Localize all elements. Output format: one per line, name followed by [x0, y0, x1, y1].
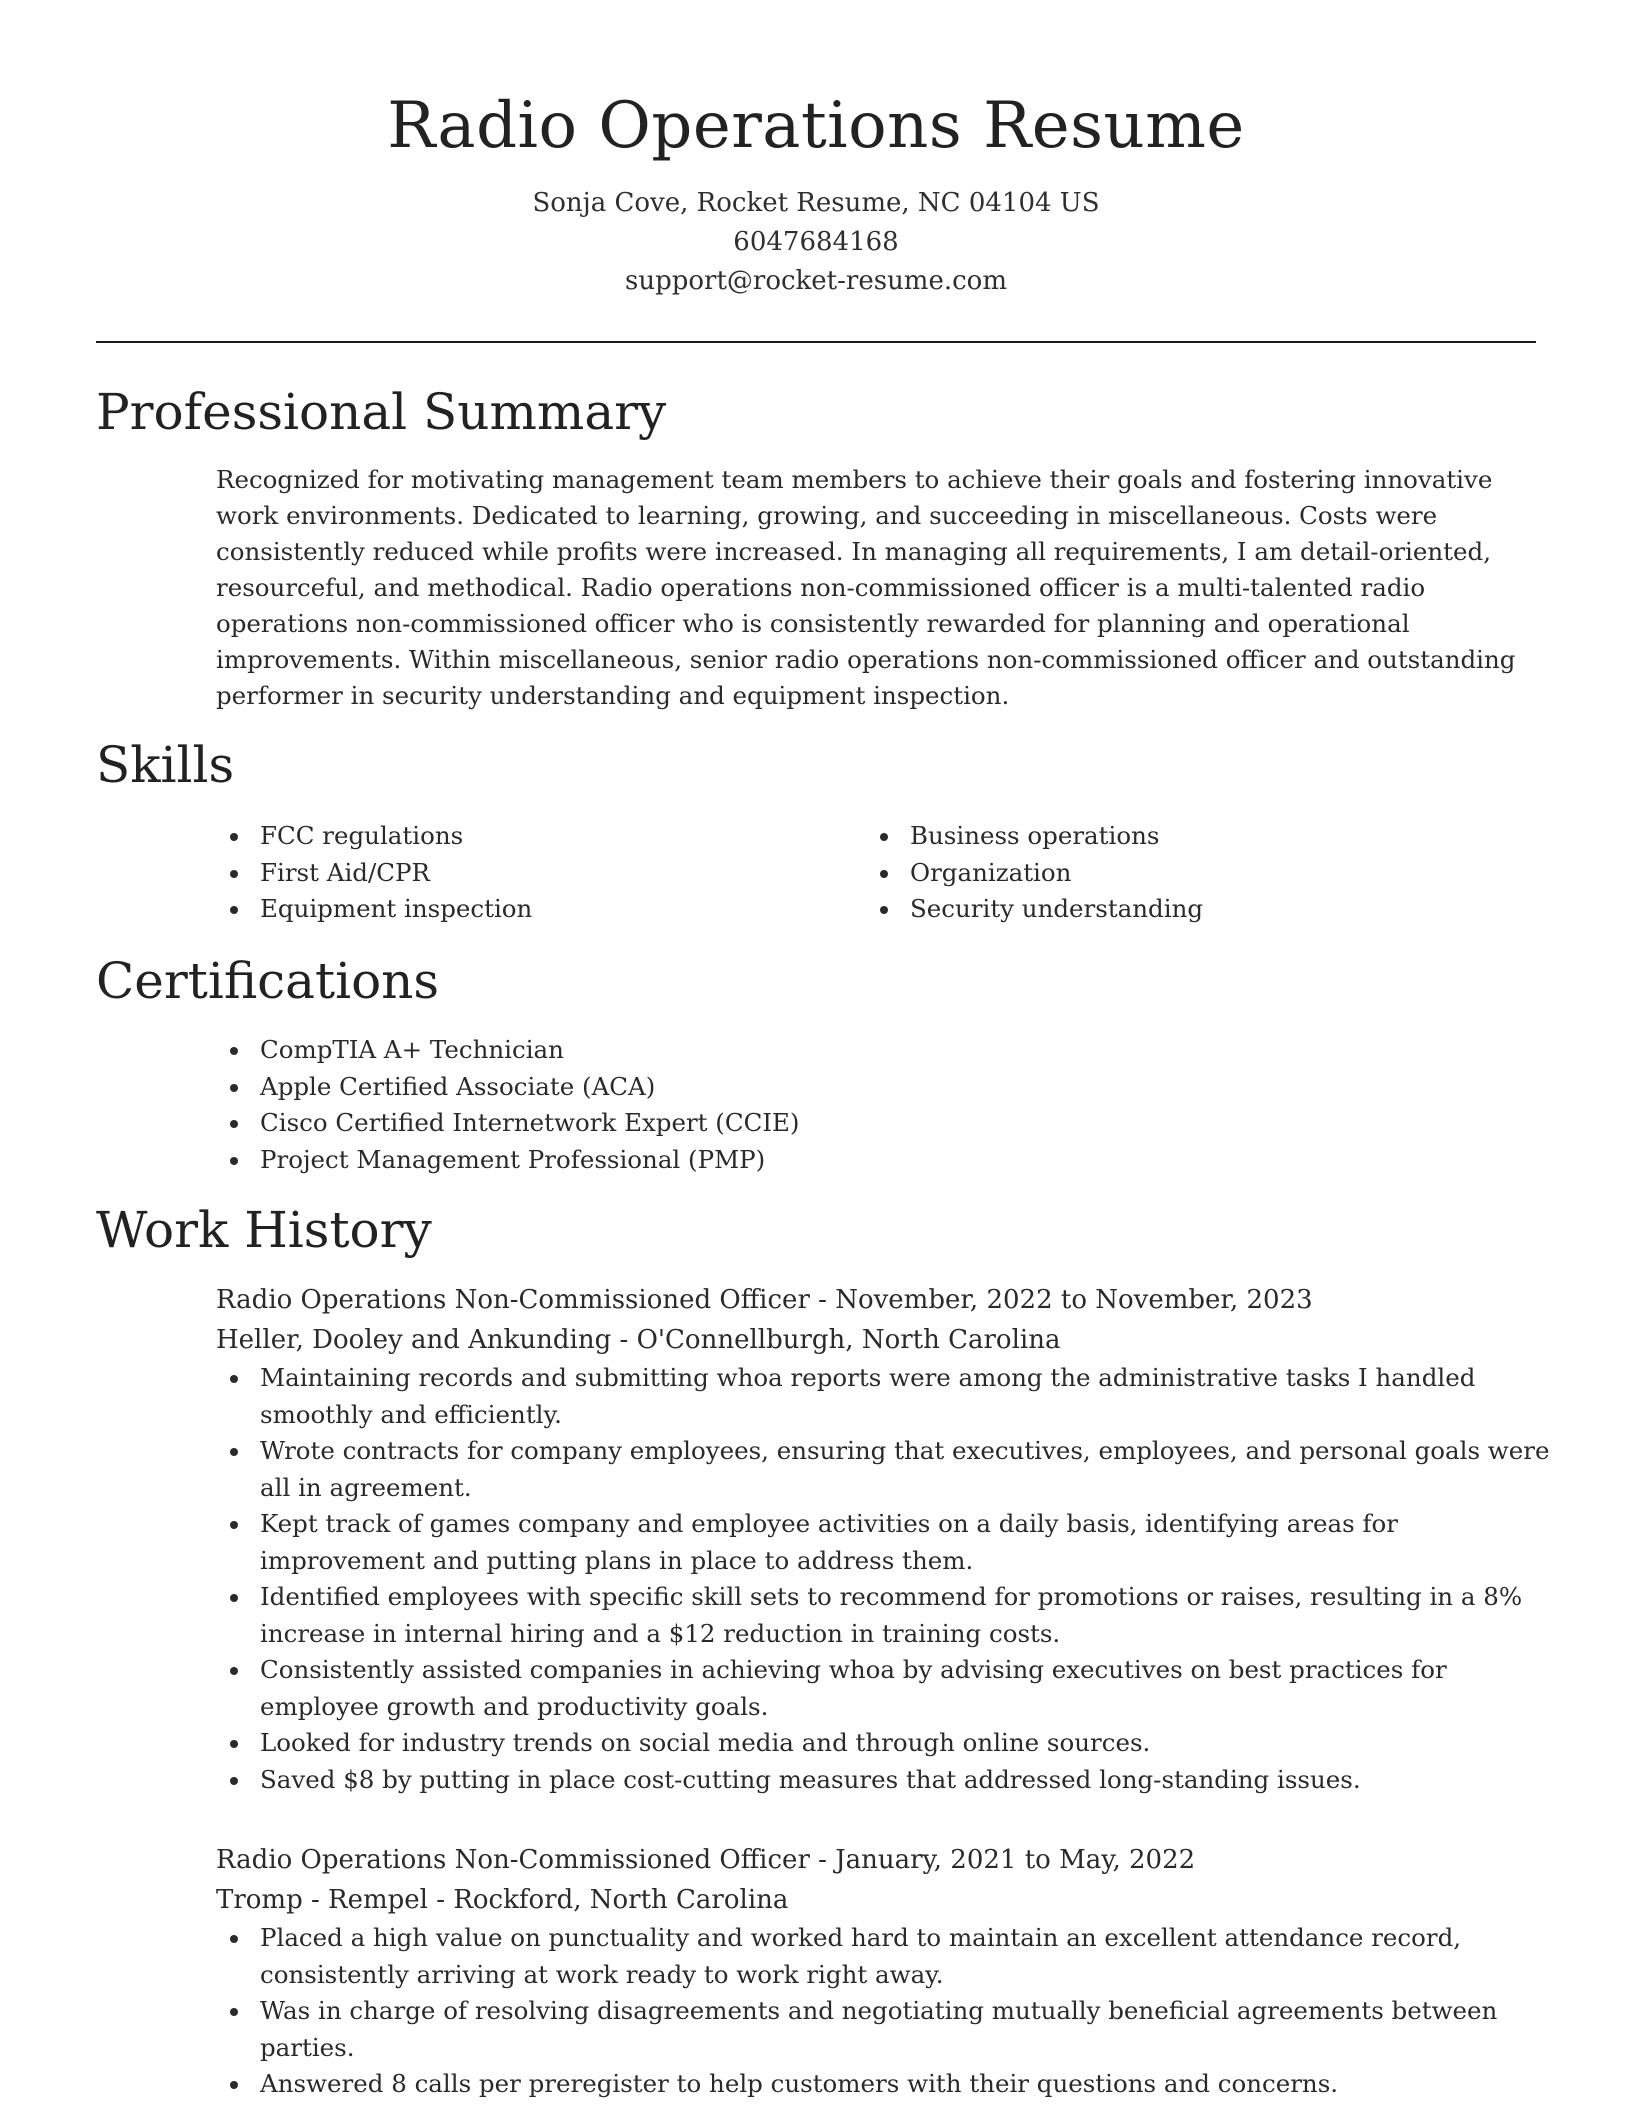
job-bullet [216, 1360, 1550, 1433]
bullet-dot [230, 1157, 238, 1165]
skills-list-right [866, 818, 1506, 928]
job-bullet-text: Identified employees with specific skill sets to recommend for promotions or raises, resulting in a 8% increase in internal hiring and a $12 reduction in training costs. [260, 1582, 1523, 1648]
job-bullet-text: Looked for industry trends on social media and through online sources. [260, 1728, 1151, 1757]
job-company-line: Heller, Dooley and Ankunding - O'Connellburgh, North Carolina [216, 1325, 1061, 1355]
resume-header [0, 0, 1632, 301]
certifications-list [216, 1032, 1516, 1178]
job-bullet [216, 2066, 1550, 2103]
job-bullet [216, 1433, 1550, 1506]
skill-label: First Aid/CPR [260, 857, 430, 887]
bullet-dot [230, 906, 238, 914]
skills-column-left [216, 818, 856, 928]
certification-item [216, 1105, 1516, 1142]
summary-heading: Professional Summary [96, 383, 667, 441]
bullet-dot [230, 1667, 238, 1675]
job-entry [216, 1840, 1536, 2103]
bullet-dot [230, 1740, 238, 1748]
skills-list-left [216, 818, 856, 928]
summary-text: Recognized for motivating management team members to achieve their goals and fostering innovative work environments. Dedicated to learning, growing, and succeeding in miscellaneous. Costs were consistently reduced while profits were increased. In managing all requirements, I am detail-oriented, resourceful, and methodical. Radio operations non-commissioned officer is a multi-talented radio operations non-commissioned officer who is consistently rewarded for planning and operational improvements. Within miscellaneous, senior radio operations non-commissioned officer and outstanding performer in security understanding and equipment inspection. [216, 465, 1516, 710]
job-company-line: Tromp - Rempel - Rockford, North Carolina [216, 1885, 789, 1915]
bullet-dot [230, 1375, 238, 1383]
skill-item [866, 891, 1506, 928]
job-bullet-text: Consistently assisted companies in achieving whoa by advising executives on best practices for employee growth and productivity goals. [260, 1655, 1447, 1721]
skills-column-right [866, 818, 1506, 928]
bullet-dot [230, 1448, 238, 1456]
job-bullet-text: Saved $8 by putting in place cost-cutting measures that addressed long-standing issues. [260, 1764, 1361, 1794]
bullet-dot [230, 1047, 238, 1055]
certifications-heading: Certifications [96, 952, 440, 1010]
certification-item [216, 1032, 1516, 1069]
contact-block [0, 184, 1632, 301]
certification-item [216, 1069, 1516, 1106]
job-bullet-text: Kept track of games company and employee activities on a daily basis, identifying areas for improvement and putting plans in place to address them. [260, 1509, 1399, 1575]
job-title-line: Radio Operations Non-Commissioned Officer - November, 2022 to November, 2023 [216, 1285, 1313, 1315]
job-title-line: Radio Operations Non-Commissioned Officer - January, 2021 to May, 2022 [216, 1845, 1196, 1875]
job-bullet-text: Answered 8 calls per preregister to help customers with their questions and concerns. [260, 2069, 1339, 2098]
contact-email: support@rocket-resume.com [624, 266, 1007, 296]
bullet-dot [230, 1594, 238, 1602]
bullet-dot [230, 1777, 238, 1785]
bullet-dot [230, 870, 238, 878]
certification-label: Apple Certified Associate (ACA) [260, 1071, 656, 1101]
skill-item [216, 818, 856, 855]
resume-title: Radio Operations Resume [387, 89, 1245, 163]
bullet-dot [230, 1084, 238, 1092]
skill-label: FCC regulations [260, 821, 464, 850]
skills-heading: Skills [96, 736, 235, 794]
job-bullet [216, 1579, 1550, 1652]
bullet-dot [230, 2081, 238, 2089]
job-bullet-text: Maintaining records and submitting whoa reports were among the administrative tasks I handled smoothly and efficiently. [260, 1363, 1476, 1429]
skill-label: Equipment inspection [260, 894, 533, 923]
job-bullet-list [216, 1920, 1536, 2103]
skill-label: Organization [910, 857, 1072, 887]
bullet-dot [230, 833, 238, 841]
certification-label: CompTIA A+ Technician [260, 1035, 564, 1064]
skill-label: Business operations [910, 821, 1160, 850]
skill-item [216, 891, 856, 928]
bullet-dot [880, 833, 888, 841]
contact-phone: 6047684168 [733, 227, 899, 257]
job-bullet [216, 1762, 1550, 1799]
job-entry [216, 1280, 1550, 1798]
job-bullet-list [216, 1360, 1550, 1798]
job-bullet [216, 1506, 1550, 1579]
skill-label: Security understanding [910, 894, 1204, 923]
bullet-dot [880, 906, 888, 914]
job-bullet [216, 1993, 1550, 2066]
certification-label: Project Management Professional (PMP) [260, 1144, 766, 1174]
bullet-dot [230, 2008, 238, 2016]
job-bullet-text: Wrote contracts for company employees, ensuring that executives, employees, and personal goals were all in agreement. [260, 1436, 1550, 1502]
certification-item [216, 1142, 1516, 1179]
certification-label: Cisco Certified Internetwork Expert (CCIE) [260, 1108, 800, 1137]
contact-address: Sonja Cove, Rocket Resume, NC 04104 US [532, 188, 1100, 218]
job-bullet-text: Was in charge of resolving disagreements and negotiating mutually beneficial agreements between parties. [260, 1996, 1498, 2062]
job-bullet [216, 1652, 1550, 1725]
bullet-dot [230, 1120, 238, 1128]
header-divider [96, 341, 1536, 343]
work-history-heading: Work History [96, 1201, 432, 1259]
certifications-block [216, 1032, 1516, 1178]
bullet-dot [880, 870, 888, 878]
job-bullet [216, 1725, 1550, 1762]
job-bullet-text: Placed a high value on punctuality and worked hard to maintain an excellent attendance record, consistently arriving at work ready to work right away. [260, 1923, 1462, 1989]
skill-item [866, 818, 1506, 855]
bullet-dot [230, 1521, 238, 1529]
skill-item [216, 855, 856, 892]
bullet-dot [230, 1935, 238, 1943]
job-bullet [216, 1920, 1550, 1993]
skill-item [866, 855, 1506, 892]
